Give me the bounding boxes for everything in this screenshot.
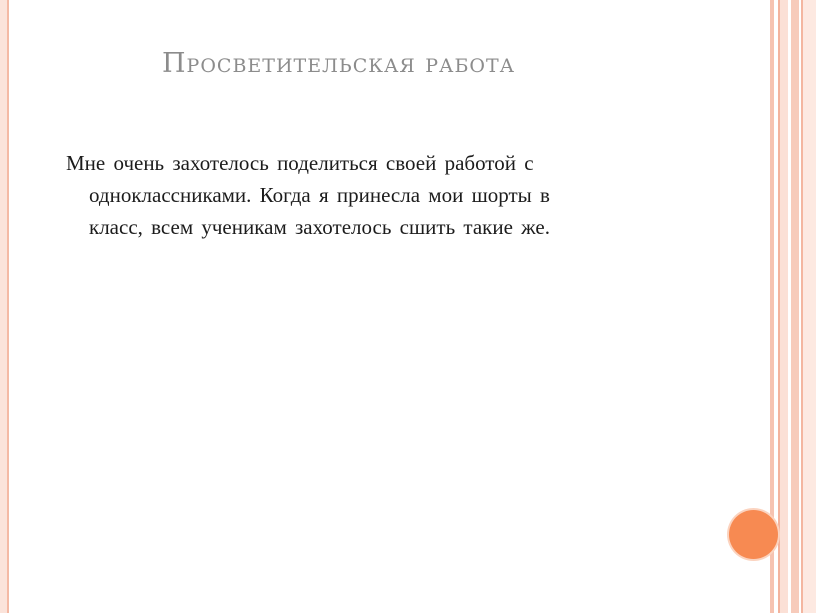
right-stripe-4 [801,0,816,613]
right-stripe-2 [778,0,788,613]
left-border [0,0,9,613]
body-line-2: одноклассниками. Когда я принесла мои шорты в [89,183,550,207]
right-stripe-3 [791,0,799,613]
slide-title: Просветительская работа [162,48,516,79]
decorative-circle [729,510,778,559]
slide-body [66,147,706,243]
body-line-3: класс, всем ученикам захотелось сшить такие же. [89,215,550,239]
body-line-1: Мне очень захотелось поделиться своей работой с [66,151,534,175]
